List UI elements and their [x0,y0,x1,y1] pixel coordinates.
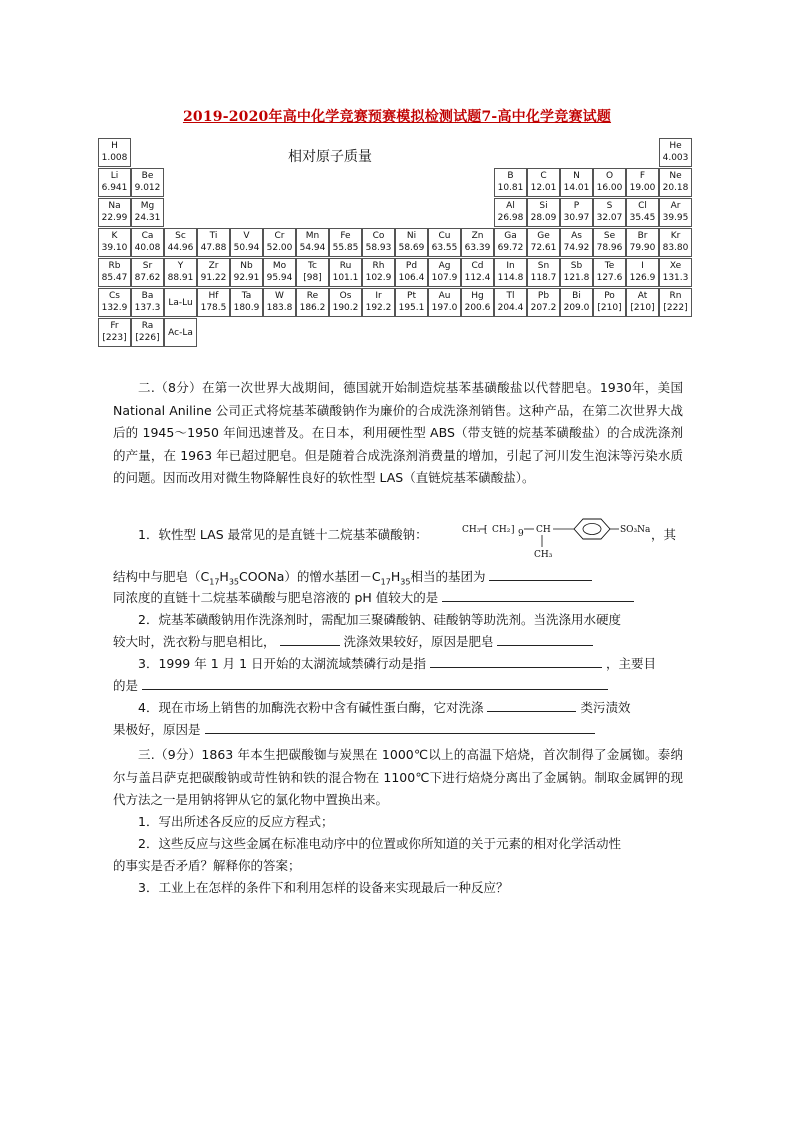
element-mass: 6.941 [101,183,128,193]
element-mass: 39.10 [101,243,128,253]
structure-ch3-methyl: CH₃ [534,550,553,560]
element-symbol: Po [604,291,615,301]
lauryl-benzene-sulfonate-structure [462,515,650,563]
question-2-intro: 二.（8分）在第一次世界大战期间，德国就开始制造烷基苯基磺酸盐以代替肥皂。1930年，美国 National Aniline 公司正式将烷基苯磺酸钠作为廉价的合成洗涤剂销售。这种产品，在第二次世界大战后的 1945～1950 年间迅速普及。在日本，利用硬性型 ABS（带支链的烷基苯磺酸盐）的合成洗涤剂的产量，在 1963 年已超过肥皂。但是随着合成洗涤剂消费量的增加，引起了河川发生泡沫等污染水质的问题。因而改用对微生物降解性良好的软性型 LAS（直链烷基苯磺酸盐）。 [113,380,683,486]
element-mass: 106.4 [398,273,425,283]
element-cell-os [329,288,362,317]
element-mass: 127.6 [596,273,623,283]
element-symbol: Ca [141,231,154,241]
element-cell-te [593,258,626,287]
element-symbol: Ra [141,321,154,331]
element-cell-rn [659,288,692,317]
element-cell-ra [131,318,164,347]
element-symbol: Ni [406,231,417,241]
element-cell-i [626,258,659,287]
element-cell-at [626,288,659,317]
q2-sub3-line2: 的是 [113,675,608,697]
element-mass: 28.09 [530,213,557,223]
element-mass: 180.9 [233,303,260,313]
element-mass: 195.1 [398,303,425,313]
element-cell-bi [560,288,593,317]
element-mass: 190.2 [332,303,359,313]
element-cell-ti [197,228,230,257]
answer-blank-enzyme-reason[interactable] [205,719,595,734]
element-symbol: W [275,291,284,301]
element-symbol: Ru [339,261,352,271]
element-cell-fr [98,318,131,347]
element-mass: 63.39 [464,243,491,253]
element-mass: 87.62 [134,273,161,283]
element-symbol: Br [637,231,648,241]
element-mass: 14.01 [563,183,590,193]
structure-ch2: CH₂ [492,525,511,535]
element-symbol: B [507,171,514,181]
element-mass: 39.95 [662,213,689,223]
element-mass: 204.4 [497,303,524,313]
element-symbol: Ta [241,291,252,301]
element-cell-co [362,228,395,257]
q3-sub2-line2: 的事实是否矛盾？解释你的答案； [113,858,301,873]
element-mass: 207.2 [530,303,557,313]
element-cell-ru [329,258,362,287]
element-mass: 32.07 [596,213,623,223]
element-cell-n [560,168,593,197]
element-symbol: Bi [572,291,581,301]
svg-text:]: ] [511,525,515,535]
element-symbol: Si [539,201,548,211]
element-symbol: V [243,231,250,241]
element-mass: 44.96 [167,243,194,253]
element-symbol: He [669,141,682,151]
element-cell-pb [527,288,560,317]
element-mass: 192.2 [365,303,392,313]
element-mass: 40.08 [134,243,161,253]
element-mass: 114.8 [497,273,524,283]
element-symbol: Sc [175,231,186,241]
element-cell-b [494,168,527,197]
element-mass: 91.22 [200,273,227,283]
element-symbol: Nb [240,261,253,271]
periodic-table-caption: 相对原子质量 [288,149,372,165]
element-symbol: Cs [109,291,120,301]
element-mass: [210] [597,303,622,313]
element-mass: 92.91 [233,273,260,283]
element-cell-p [560,198,593,227]
element-mass: 112.4 [464,273,491,283]
q2-sub2-line2: 较大时，洗衣粉与肥皂相比， 洗涤效果较好，原因是肥皂 [113,631,593,653]
element-cell-ca [131,228,164,257]
q2-sub3-line1: 3．1999 年 1 月 1 日开始的太湖流域禁磷行动是指 ，主要目 [138,653,656,675]
element-mass: 107.9 [431,273,458,283]
element-cell-o [593,168,626,197]
element-cell-ir [362,288,395,317]
element-symbol: Hf [208,291,219,301]
element-symbol: Al [506,201,515,211]
element-cell-re [296,288,329,317]
q3-sub3: 3．工业上在怎样的条件下和利用怎样的设备来实现最后一种反应？ [138,880,509,895]
element-symbol: As [571,231,582,241]
element-mass: 178.5 [200,303,227,313]
element-mass: 52.00 [266,243,293,253]
element-symbol: Tl [506,291,515,301]
answer-blank-better-cleaner[interactable] [280,631,340,646]
element-cell-ar [659,198,692,227]
element-mass: 10.81 [497,183,524,193]
element-mass: 58.93 [365,243,392,253]
element-symbol: H [111,141,118,151]
element-symbol: Fe [340,231,351,241]
page-title: 2019-2020年高中化学竞赛预赛模拟检测试题7-高中化学竞赛试题 [182,109,612,125]
element-symbol: Y [177,261,184,271]
element-cell-na [98,198,131,227]
element-symbol: K [111,231,118,241]
element-symbol: S [606,201,613,211]
element-cell-ag [428,258,461,287]
element-mass: 58.69 [398,243,425,253]
element-symbol: C [540,171,547,181]
element-cell-mo [263,258,296,287]
element-symbol: La-Lu [168,298,193,308]
element-cell-y [164,258,197,287]
element-symbol: Sr [142,261,153,271]
answer-blank-ph[interactable] [442,587,634,602]
element-mass: 72.61 [530,243,557,253]
question-3-intro: 三.（9分）1863 年本生把碳酸铷与炭黑在 1000℃以上的高温下焙烧，首次制得了金属铷。泰纳尔与盖吕萨克把碳酸钠或苛性钠和铁的混合物在 1100℃下进行焙烧分离出了金属钠。制取金属钾的现代方法之一是用钠将钾从它的氯化物中置换出来。 [113,747,683,808]
element-symbol: Mo [272,261,287,271]
element-cell-c [527,168,560,197]
element-symbol: Pt [407,291,416,301]
element-cell-sb [560,258,593,287]
element-cell-in [494,258,527,287]
element-mass: 63.55 [431,243,458,253]
element-cell-k [98,228,131,257]
element-cell-sr [131,258,164,287]
element-cell-au [428,288,461,317]
element-cell-h [98,138,131,167]
element-mass: 95.94 [266,273,293,283]
element-symbol: Zn [471,231,484,241]
element-symbol: Zr [208,261,219,271]
element-mass: [223] [102,333,127,343]
element-cell-cr [263,228,296,257]
element-mass: 22.99 [101,213,128,223]
structure-ch3-left: CH₃ [462,525,481,535]
element-cell-pt [395,288,428,317]
element-mass: 19.00 [629,183,656,193]
element-cell-nb [230,258,263,287]
element-cell-v [230,228,263,257]
element-symbol: Ac-La [168,328,193,338]
q2-sub1-line3: 同浓度的直链十二烷基苯磺酸与肥皂溶液的 pH 值较大的是 [113,587,634,609]
element-symbol: Te [604,261,615,271]
element-mass: 4.003 [662,153,689,163]
element-cell-ge [527,228,560,257]
element-cell-pd [395,258,428,287]
element-symbol: Co [372,231,385,241]
element-cell-w [263,288,296,317]
element-symbol: I [641,261,644,271]
element-symbol: Pb [537,291,550,301]
element-cell-fe [329,228,362,257]
element-mass: 54.94 [299,243,326,253]
element-cell-tl [494,288,527,317]
element-symbol: Sn [537,261,550,271]
element-cell-si [527,198,560,227]
element-cell-ni [395,228,428,257]
q2-sub1-tail: ，其 [651,527,677,542]
element-symbol: Ne [669,171,682,181]
element-mass: 183.8 [266,303,293,313]
element-mass: 30.97 [563,213,590,223]
element-symbol: In [506,261,515,271]
element-symbol: Rh [372,261,385,271]
element-symbol: Ag [438,261,451,271]
element-symbol: O [605,171,614,181]
element-cell-rb [98,258,131,287]
element-mass: 126.9 [629,273,656,283]
element-mass: 50.94 [233,243,260,253]
answer-blank-taihu-action[interactable] [430,653,602,668]
element-mass: 83.80 [662,243,689,253]
element-symbol: Os [339,291,352,301]
element-symbol: Mg [140,201,155,211]
element-cell-mn [296,228,329,257]
element-symbol: Cl [638,201,647,211]
element-cell-ga [494,228,527,257]
element-symbol: Xe [669,261,682,271]
element-symbol: Pd [405,261,418,271]
element-mass: 12.01 [530,183,557,193]
q3-sub2-line1: 2．这些反应与这些金属在标准电动序中的位置或你所知道的关于元素的相对化学活动性 [138,836,621,851]
element-symbol: Re [306,291,319,301]
element-cell-ta [230,288,263,317]
q2-sub2-line1: 2．烷基苯磺酸钠用作洗涤剂时，需配加三聚磷酸钠、硅酸钠等助洗剂。当洗涤用水硬度 [138,612,621,627]
element-cell-hf [197,288,230,317]
q2-sub4-line1: 4．现在市场上销售的加酶洗衣粉中含有碱性蛋白酶，它对洗涤 类污渍效 [138,697,630,719]
element-symbol: Na [108,201,121,211]
element-symbol: Au [438,291,451,301]
element-cell-cu [428,228,461,257]
element-cell-hg [461,288,494,317]
element-symbol: Be [141,171,154,181]
element-mass: 47.88 [200,243,227,253]
element-symbol: Tc [308,261,317,271]
element-mass: 186.2 [299,303,326,313]
svg-text:CH: CH [536,525,551,535]
element-cell-zr [197,258,230,287]
element-mass: 121.8 [563,273,590,283]
element-symbol: Ga [504,231,517,241]
element-mass: 101.1 [332,273,359,283]
element-symbol: Ba [141,291,154,301]
element-symbol: P [573,201,580,211]
element-mass: 79.90 [629,243,656,253]
element-symbol: Ir [375,291,382,301]
element-mass: 209.0 [563,303,590,313]
q2-sub4-line2: 果极好，原因是 [113,719,595,741]
element-mass: 55.85 [332,243,359,253]
element-mass: [210] [630,303,655,313]
element-cell-cs [98,288,131,317]
element-symbol: At [637,291,648,301]
element-symbol: Hg [471,291,484,301]
element-mass: 26.98 [497,213,524,223]
periodic-table [98,138,698,348]
element-cell-ac-la [164,318,197,347]
element-cell-be [131,168,164,197]
element-mass: 85.47 [101,273,128,283]
element-mass: 69.72 [497,243,524,253]
q2-sub1-text: 1．软性型 LAS 最常见的是直链十二烷基苯磺酸钠： [138,527,428,542]
element-symbol: Se [603,231,616,241]
element-symbol: N [573,171,580,181]
element-mass: 118.7 [530,273,557,283]
element-cell-ne [659,168,692,197]
element-mass: 132.9 [101,303,128,313]
svg-text:[: [ [484,525,488,535]
element-symbol: Ge [537,231,550,241]
answer-blank-stain-type[interactable] [487,697,576,712]
q2-sub1-line2: 结构中与肥皂$(C_{17}H_{35}COONa)$的憎水基团$-C_{17}H_{35}$相当的基团为 [113,566,592,594]
element-symbol: F [639,171,646,181]
element-mass: 131.3 [662,273,689,283]
element-cell-se [593,228,626,257]
element-cell-po [593,288,626,317]
element-mass: [226] [135,333,160,343]
element-symbol: Kr [670,231,681,241]
element-symbol: Rn [669,291,682,301]
element-cell-cd [461,258,494,287]
element-mass: 24.31 [134,213,161,223]
element-symbol: Rb [108,261,121,271]
element-mass: 197.0 [431,303,458,313]
element-cell-al [494,198,527,227]
element-cell-ba [131,288,164,317]
element-cell-rh [362,258,395,287]
element-cell-kr [659,228,692,257]
element-cell-sn [527,258,560,287]
element-mass: 102.9 [365,273,392,283]
answer-blank-taihu-purpose[interactable] [142,675,608,690]
element-cell-mg [131,198,164,227]
element-mass: [222] [663,303,688,313]
element-symbol: Cu [438,231,451,241]
element-mass: 137.3 [134,303,161,313]
element-cell-s [593,198,626,227]
element-cell-la-lu [164,288,197,317]
element-cell-br [626,228,659,257]
element-symbol: Cr [274,231,285,241]
element-mass: 20.18 [662,183,689,193]
element-mass: 74.92 [563,243,590,253]
element-cell-he [659,138,692,167]
element-cell-zn [461,228,494,257]
element-mass: 16.00 [596,183,623,193]
element-symbol: Li [110,171,119,181]
element-cell-cl [626,198,659,227]
element-mass: 1.008 [101,153,128,163]
answer-blank-soap-reason[interactable] [497,631,593,646]
element-mass: 78.96 [596,243,623,253]
element-mass: 35.45 [629,213,656,223]
element-cell-as [560,228,593,257]
element-symbol: Mn [305,231,320,241]
element-mass: 88.91 [167,273,194,283]
structure-n: 9 [518,529,524,539]
element-cell-li [98,168,131,197]
element-cell-tc [296,258,329,287]
element-symbol: Ti [209,231,218,241]
element-mass: [98] [303,273,322,283]
element-cell-xe [659,258,692,287]
element-cell-sc [164,228,197,257]
structure-so3na: SO₃Na [620,525,650,535]
element-symbol: Cd [471,261,484,271]
answer-blank-hydrophobic-group[interactable] [489,566,592,581]
element-symbol: Sb [570,261,583,271]
element-symbol: Fr [110,321,119,331]
q3-sub1: 1．写出所述各反应的反应方程式； [138,814,334,829]
element-mass: 200.6 [464,303,491,313]
element-cell-f [626,168,659,197]
element-mass: 9.012 [134,183,161,193]
element-symbol: Ar [670,201,681,211]
